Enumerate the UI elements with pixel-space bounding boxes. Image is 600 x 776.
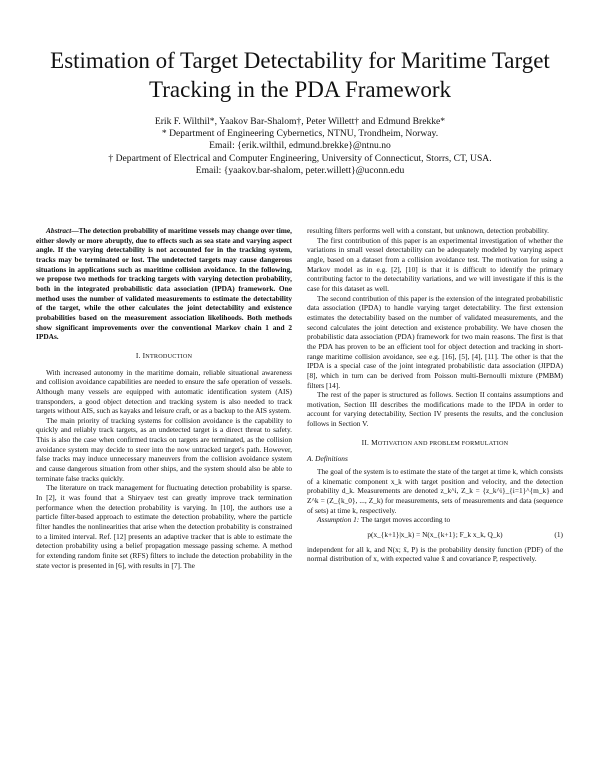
intro-paragraph-1: With increased autonomy in the maritime domain, reliable situational awareness and collision avoidance capabilities are needed to ensure the safe operation of vessels. Although many vessels are equipped with automatic identification system (AIS) transponders, a good object detection and tracking system is also needed to track targets without AIS, such as kayaks and leisure craft, or as a backup to the AIS system. — [36, 367, 292, 416]
author-block — [30, 116, 570, 177]
intro-paragraph-3: The literature on track management for fluctuating detection probability is sparse. In [2], it was found that a Shiryaev test can greatly improve track termination performance when the detection probability is varying. In [10], the authors use a particle filter-based approach to estimate the detection probability, where the particle filter handles the nonlinearities that arise when the detection probability is constrained to a limited interval. Ref. [12] presents an adaptive tracker that is able to estimate the detection probability using a belief propagation message passing scheme. A method for extending random finite set (RFS) filters to include the detection probability in the state vector is presented in [6], with results in [7]. The — [36, 483, 292, 570]
right-paragraph-2: The second contribution of this paper is the extension of the integrated probabilistic data association (IPDA) to handle varying target detectability. The first extension estimates the detectability based on the number of validated measurements, and the second calculates the joint detection and existence probability. We have chosen the probabilistic data association (PDA) framework for two main reasons. The first is that the PDA has proven to be an efficient tool for object detection and tracking in short-range maritime collision avoidance, see e.g. [16], [5], [4], [11]. The other is that the IPDA is a special case of the joint integrated probabilistic data association (JIPDA) [8], which in turn can be derived from Poisson multi-Bernoulli mixture (PMBM) filters [14]. — [307, 293, 563, 390]
abstract-label: Abstract — [46, 226, 72, 235]
equation-1 — [307, 530, 563, 540]
equation-description: independent for all k, and N(x; x̂, P) is the probability density function (PDF) of the normal distribution of x, with expected value x̂ and covariance P, respectively. — [307, 544, 563, 564]
abstract-text: —The detection probability of maritime vessels may change over time, either slowly or more abruptly, due to effects such as sea state and varying aspect angle. If the varying detectability is not accounted for in the tracking system, tracks may be terminated or lost. The undetected targets may cause dangerous situations in applications such as maritime collision avoidance. In the following, we propose two methods for tracking targets with varying detection probability, both in the integrated probabilistic data association (IPDA) framework. One method uses the number of validated measurements to estimate the detectability of the target, while the other calculates the joint detectability and existence probabilities based on the measurement association likelihoods. Both methods show significant improvements over the conventional Markov chain 1 and 2 IPDAs. — [36, 226, 292, 342]
right-paragraph-0: resulting filters performs well with a constant, but unknown, detection probability. — [307, 226, 550, 235]
right-paragraph-3: The rest of the paper is structured as follows. Section II contains assumptions and motivation, Section III describes the modifications made to the IPDA in order to account for varying detectability, Section IV presents the results, and the conclusion follows in Section V. — [307, 390, 563, 429]
right-column — [307, 226, 563, 564]
affiliation-1: * Department of Engineering Cybernetics, NTNU, Trondheim, Norway. — [161, 128, 439, 140]
assumption-1: Assumption 1: The target moves according to — [317, 515, 451, 525]
abstract — [36, 226, 292, 342]
left-column — [36, 226, 292, 570]
definitions-paragraph: The goal of the system is to estimate the state of the target at time k, which consists of a kinematic component x_k with target position and velocity, and the detection probability d_k. Measurements are denoted z_k^i, Z_k = {z_k^i}_{i=1}^{m_k} and Z^k = (Z_{k_0}, ..., Z_k) for measurements, sets of measurements and data (sequence of sets) at time k, respectively. — [307, 467, 563, 515]
section-heading-introduction: I. INTRODUCTION — [135, 350, 193, 360]
equation-number: (1) — [554, 530, 563, 540]
assumption-label: Assumption 1: — [317, 515, 360, 525]
right-paragraph-1: The first contribution of this paper is an experimental investigation of whether the variations in small vessel detectability can be adequately modeled by varying aspect angle, based on a dataset from a collision avoidance test. The motivation for using a Markov model as in e.g. [2], [10] is that it is difficult to identify the primary contributing factor to the detectability variations, and we will investigate if this is the case for this dataset as well. — [307, 235, 563, 293]
paper-title: Estimation of Target Detectability for Maritime Target Tracking in the PDA Framework — [50, 48, 550, 102]
email-1: Email: {erik.wilthil, edmund.brekke}@ntnu.no — [209, 140, 391, 152]
author-names: Erik F. Wilthil*, Yaakov Bar-Shalom†, Peter Willett† and Edmund Brekke* — [154, 116, 446, 127]
section-heading-motivation: II. MOTIVATION AND PROBLEM FORMULATION — [361, 437, 509, 447]
equation-body: p(x_{k+1}|x_k) = N(x_{k+1}; F_k x_k, Q_k) — [367, 530, 503, 540]
intro-paragraph-2: The main priority of tracking systems for collision avoidance is the capability to quickly and reliably track targets, as an undetected target is a direct threat to safety. This is also the case when confirmed tracks on targets are terminated, as the collision avoidance system may decide to steer into the now untracked target's path. However, false tracks may induce unnecessary maneuvers from the collision avoidance system and cause dangerous situation from other ships, and the system should also be able to terminate false tracks quickly. — [36, 415, 292, 483]
subsection-heading-definitions: A. Definitions — [307, 454, 348, 464]
email-2: Email: {yaakov.bar-shalom, peter.willett}@uconn.edu — [195, 164, 405, 176]
affiliation-2: † Department of Electrical and Computer Engineering, University of Connecticut, Storrs, CT, USA. — [108, 152, 492, 164]
